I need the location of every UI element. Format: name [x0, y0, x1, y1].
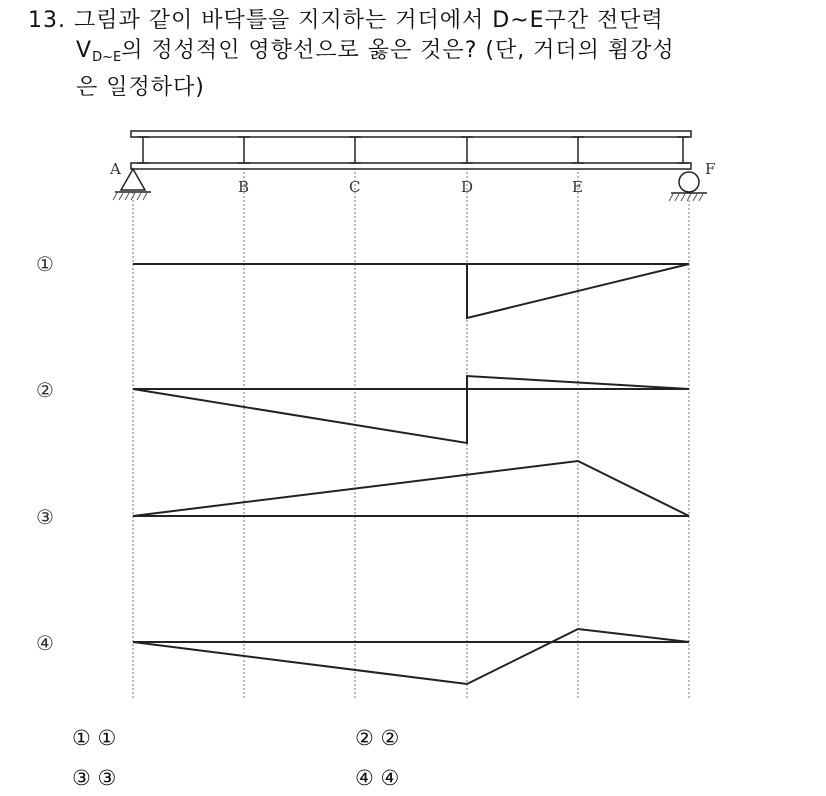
floor-beam-c [349, 137, 361, 163]
diagram-4-influence-line [133, 629, 689, 684]
diagram-3-influence-line [133, 461, 689, 516]
diagram-3 [133, 461, 689, 516]
roller-support-icon [669, 172, 707, 201]
question-line-1-text: 그림과 같이 바닥틀을 지지하는 거더에서 D~E구간 전단력 [74, 8, 664, 33]
label-e: E [572, 178, 583, 196]
answer-option-3[interactable] [72, 766, 116, 790]
diagram-markers [36, 252, 54, 655]
floor-beams [137, 137, 689, 163]
floor-beam-a [137, 137, 149, 163]
answer-marker-1: ① [72, 726, 91, 750]
shear-symbol: V [76, 38, 93, 63]
floor-beam-b [238, 137, 250, 163]
floor-beam-e [572, 137, 584, 163]
answer-text-4: ④ [380, 766, 400, 790]
question-line-3-text: 은 일정하다) [76, 75, 205, 100]
label-c: C [349, 178, 361, 196]
answer-text-2: ② [380, 726, 400, 750]
label-d: D [461, 178, 474, 196]
answer-marker-3: ③ [72, 766, 91, 790]
floor-stringer [131, 131, 691, 137]
label-f: F [705, 160, 716, 178]
shear-subscript: D~E [92, 50, 122, 65]
diagram-marker-3: ③ [36, 505, 54, 529]
diagram-marker-2: ② [36, 378, 54, 402]
diagram-1 [133, 264, 689, 318]
question-line-2-text: 의 정성적인 영향선으로 옳은 것은? (단, 거더의 휨강성 [121, 38, 675, 63]
label-b: B [238, 178, 250, 196]
diagram-marker-1: ① [36, 252, 54, 276]
answer-option-1[interactable] [72, 726, 116, 750]
floor-beam-f [677, 137, 689, 163]
diagram-marker-4: ④ [36, 631, 54, 655]
answer-marker-4: ④ [355, 766, 374, 790]
influence-line-diagrams [133, 264, 689, 684]
answer-text-1: ① [97, 726, 117, 750]
diagram-2 [133, 376, 689, 443]
answer-marker-2: ② [355, 726, 374, 750]
floor-beam-d [461, 137, 473, 163]
diagram-4 [133, 629, 689, 684]
answer-text-3: ③ [97, 766, 117, 790]
girder-structure [109, 131, 715, 201]
main-girder [131, 163, 691, 169]
diagram-2-influence-line [133, 376, 689, 443]
label-a: A [110, 160, 121, 178]
answer-option-4[interactable] [355, 766, 399, 790]
answer-option-2[interactable] [355, 726, 399, 750]
question-number: 13. [28, 8, 66, 33]
